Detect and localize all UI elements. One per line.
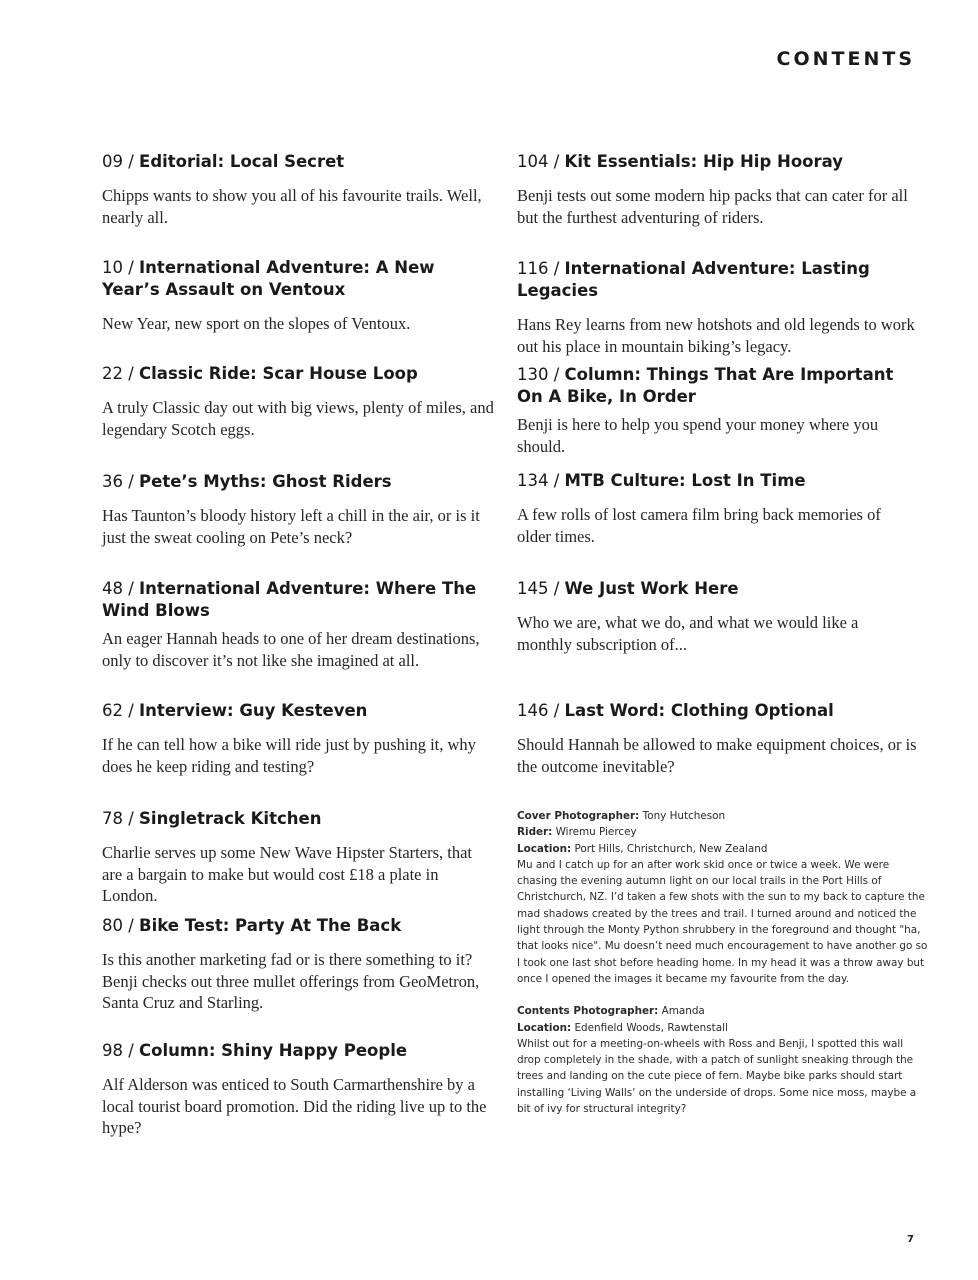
entry-title: Singletrack Kitchen (139, 809, 322, 828)
entry-page-number: 104 / (517, 152, 565, 171)
entry-description: An eager Hannah heads to one of her dream destinations, only to discover it’s not like she imagined at all. (102, 629, 480, 670)
entry-description: A few rolls of lost camera film bring back memories of older times. (517, 505, 881, 546)
credit-text-line: trees and landing on the cute piece of fern. Maybe bike parks should start (517, 1070, 903, 1083)
entry-page-number: 10 / (102, 258, 140, 277)
entry-heading (102, 257, 494, 301)
entry-description: Has Taunton’s bloody history left a chill in the air, or is it just the sweat cooling on Pete’s neck? (102, 506, 480, 547)
entry-title: Interview: Guy Kesteven (139, 701, 368, 720)
entry-page-number: 146 / (517, 701, 565, 720)
entry-heading (517, 364, 917, 408)
entry-heading (102, 151, 494, 173)
credit-label: Cover Photographer: (517, 810, 640, 822)
credit-value: Edenfield Woods, Rawtenstall (571, 1021, 728, 1034)
entry-description: Charlie serves up some New Wave Hipster Starters, that are a bargain to make but would cost £18 a plate in London. (102, 843, 472, 905)
entry-title: We Just Work Here (564, 579, 739, 598)
contents-entry (102, 808, 494, 907)
entry-title: Editorial: Local Secret (139, 152, 345, 171)
credit-text-line: Whilst out for a meeting-on-wheels with Ross and Benji, I spotted this wall (517, 1037, 904, 1050)
credit-text-line: drop completely in the shade, with a patch of sunlight sneaking through the (517, 1054, 914, 1067)
entry-page-number: 78 / (102, 809, 140, 828)
credit-label: Rider: (517, 826, 553, 839)
entry-description: Benji is here to help you spend your money where you should. (517, 415, 879, 456)
contents-location-line (517, 1020, 917, 1036)
cover-credit (517, 808, 928, 987)
entry-page-number: 116 / (517, 259, 565, 278)
entry-heading (102, 1040, 494, 1062)
entry-page-number: 134 / (517, 471, 565, 490)
entry-description: New Year, new sport on the slopes of Ventoux. (102, 314, 411, 333)
contents-credit (517, 1003, 917, 1117)
credit-text-line: Mu and I catch up for an after work skid once or twice a week. We were (517, 858, 890, 871)
entry-title: Column: Shiny Happy People (139, 1041, 408, 1060)
entry-page-number: 22 / (102, 364, 140, 383)
cover-photographer-line (517, 808, 917, 824)
credit-text-line: that looks nice". Mu doesn’t need much encouragement to have another go so (517, 940, 928, 953)
credit-text-line: mad shadows created by the trees and trail. I turned around and noticed the (517, 907, 917, 920)
entry-title: International Adventure: Where The Wind Blows (102, 579, 477, 620)
credit-value: Tony Hutcheson (639, 810, 726, 822)
entry-title: International Adventure: Lasting Legacies (517, 259, 870, 300)
credit-label: Location: (517, 1021, 572, 1034)
entry-page-number: 62 / (102, 701, 140, 720)
entry-title: MTB Culture: Lost In Time (564, 471, 806, 490)
entry-description: Is this another marketing fad or is there something to it? Benji checks out three mullet offerings from GeoMetron, Santa Cruz and Starling. (102, 950, 480, 1012)
contents-entry (102, 578, 494, 671)
credit-text-line: light through the Monty Python shrubbery in the foreground and thought "ha, (517, 924, 921, 937)
entry-title: Pete’s Myths: Ghost Riders (139, 472, 392, 491)
entry-heading (517, 470, 917, 492)
credit-text-line: chasing the evening autumn light on our local trails in the Port Hills of (517, 875, 882, 888)
entry-description: Chipps wants to show you all of his favourite trails. Well, nearly all. (102, 186, 482, 227)
entry-heading (102, 471, 494, 493)
contents-entry (517, 151, 917, 228)
cover-rider-line (517, 824, 917, 840)
entry-page-number: 98 / (102, 1041, 140, 1060)
contents-entry (102, 1040, 494, 1139)
credit-value: Wiremu Piercey (552, 826, 637, 839)
entry-description: A truly Classic day out with big views, plenty of miles, and legendary Scotch eggs. (102, 398, 494, 439)
credit-value: Amanda (658, 1005, 705, 1018)
entry-title: International Adventure: A New Year’s Assault on Ventoux (102, 258, 435, 299)
entry-description: Should Hannah be allowed to make equipment choices, or is the outcome inevitable? (517, 735, 917, 776)
entry-description: If he can tell how a bike will ride just by pushing it, why does he keep riding and testing? (102, 735, 476, 776)
contents-entry (517, 258, 917, 357)
entry-title: Bike Test: Party At The Back (139, 916, 402, 935)
entry-page-number: 48 / (102, 579, 140, 598)
contents-entry (102, 915, 494, 1014)
contents-entry (517, 364, 917, 457)
entry-page-number: 130 / (517, 365, 565, 384)
contents-entry (517, 470, 917, 547)
entry-title: Kit Essentials: Hip Hip Hooray (564, 152, 844, 171)
contents-entry (517, 578, 917, 655)
entry-page-number: 36 / (102, 472, 140, 491)
entry-page-number: 145 / (517, 579, 565, 598)
entry-heading (517, 258, 917, 302)
entry-page-number: 80 / (102, 916, 140, 935)
credit-value: Port Hills, Christchurch, New Zealand (571, 842, 768, 855)
entry-heading (517, 151, 917, 173)
contents-entry (102, 257, 494, 335)
contents-entry (102, 471, 494, 548)
entry-heading (517, 700, 917, 722)
entry-title: Last Word: Clothing Optional (564, 701, 834, 720)
contents-photographer-line (517, 1003, 917, 1019)
entry-description: Hans Rey learns from new hotshots and old legends to work out his place in mountain biking’s legacy. (517, 315, 915, 356)
credit-text-line: I took one last shot before heading home. In my head it was a throw away but (517, 956, 925, 969)
entry-description: Who we are, what we do, and what we would like a monthly subscription of... (517, 613, 859, 654)
entry-description: Benji tests out some modern hip packs that can cater for all but the furthest adventuring of riders. (517, 186, 908, 227)
credit-text-line: Christchurch, NZ. I’d taken a few shots with the sun to my back to capture the (517, 891, 925, 904)
entry-heading (102, 915, 494, 937)
entry-title: Column: Things That Are Important On A Bike, In Order (517, 365, 894, 406)
entry-heading (517, 578, 917, 600)
credit-label: Location: (517, 842, 572, 855)
entry-heading (102, 578, 494, 622)
entry-heading (102, 363, 494, 385)
page-number: 7 (907, 1234, 914, 1245)
contents-entry (102, 700, 494, 777)
entry-description: Alf Alderson was enticed to South Carmarthenshire by a local tourist board promotion. Did the riding live up to the hype? (102, 1075, 487, 1137)
page-title: CONTENTS (776, 48, 915, 70)
entry-heading (102, 700, 494, 722)
credit-label: Contents Photographer: (517, 1005, 659, 1018)
contents-entry (102, 151, 494, 228)
entry-heading (102, 808, 494, 830)
entry-page-number: 09 / (102, 152, 140, 171)
credit-text-line: once I opened the images it became my favourite from the day. (517, 972, 849, 985)
contents-entry (517, 700, 917, 777)
credit-text-line: bit of ivy for structural integrity? (517, 1103, 687, 1116)
entry-title: Classic Ride: Scar House Loop (139, 364, 418, 383)
cover-location-line (517, 841, 917, 857)
contents-entry (102, 363, 494, 440)
photo-credits (517, 808, 928, 1117)
credit-text-line: installing ‘Living Walls’ on the underside of drops. Some nice moss, maybe a (517, 1086, 917, 1099)
